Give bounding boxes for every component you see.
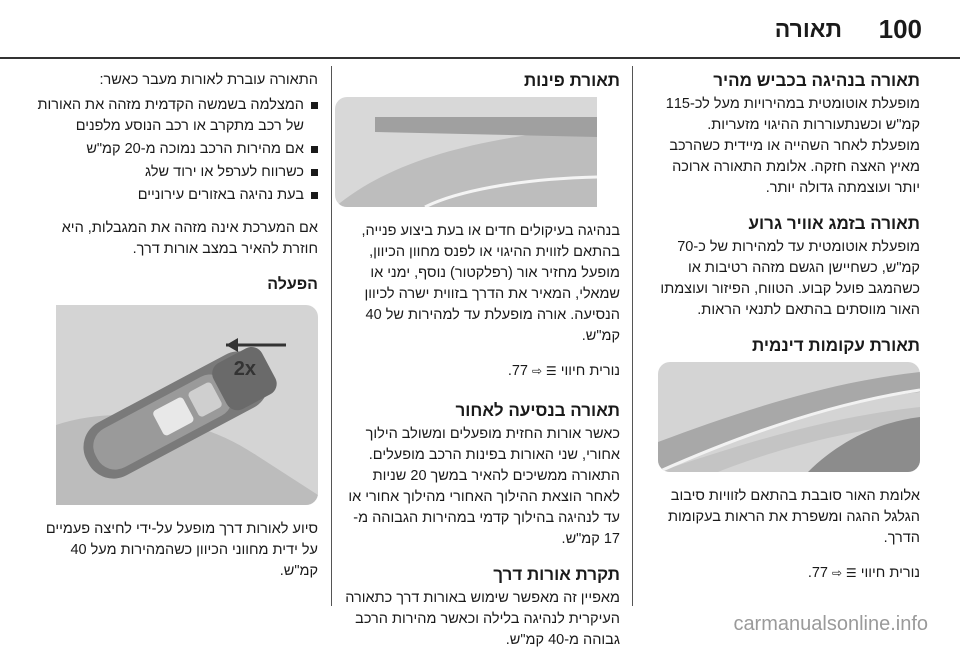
indicator-lamp-icon: ☰ ⇨ xyxy=(832,566,857,580)
lever-illustration xyxy=(36,305,318,505)
curve-light-illustration xyxy=(658,362,920,472)
condition-list xyxy=(36,95,318,206)
section-text: מופעלת אוטומטית עד למהירות של כ-70 קמ"ש, כשחיישן הגשם מזהה רטיבות או כשהמגב פועל קבוע. הטווח, הפיזור ועוצמתו האור מווסתים בהתאם לתנאי הראות. xyxy=(660,239,920,318)
reference-label: נורית חיווי xyxy=(860,565,920,581)
section-title: הפעלה xyxy=(267,276,318,293)
page-number: 100 xyxy=(878,14,922,44)
reference: נורית חיווי ☰ ⇨ 77. xyxy=(807,565,920,581)
reference-page: 77 xyxy=(811,565,828,581)
section-text: מופעלת אוטומטית במהירויות מעל לכ-115 קמ"ש וכשנתעוררות ההיגוי מזעריות. מופעלת לאחר השהייה או מיידית כשהרכב מאיץ האצה חזקה. אלומת התאורה ארוכה יותר ועוצמתה גדולה יותר. xyxy=(665,96,920,196)
column-middle xyxy=(335,70,620,665)
page-title: תאורה xyxy=(774,16,842,42)
section-text: מאפיין זה מאפשר שימוש באורות דרך כתאורה העיקרית לנהיגה בלילה וכאשר מהירות הרכב גבוהה מ-40 קמ"ש. xyxy=(345,590,620,648)
watermark: carmanualsonline.info xyxy=(733,613,928,635)
section-title: תאורה בנהיגה בכביש מהיר xyxy=(713,71,920,90)
indicator-lamp-icon: ☰ ⇨ xyxy=(532,364,557,378)
reference-label: נורית חיווי xyxy=(560,363,620,379)
section-text: אם המערכת אינה מזהה את המגבלות, היא חוזרת להאיר במצב אורות דרך. xyxy=(61,220,318,257)
list-item: כשרווח לערפל או ירוד שלג xyxy=(36,162,318,183)
reference-page: 77 xyxy=(511,363,528,379)
list-item: אם מהירות הרכב נמוכה מ-20 קמ"ש xyxy=(36,139,318,160)
illustration-caption: סיוע לאורות דרך מופעל על-ידי לחיצה פעמיים על ידית מחווני הכיוון כשהמהירות מעל 40 קמ"ש. xyxy=(45,521,318,579)
column-left xyxy=(36,70,318,596)
reference: נורית חיווי ☰ ⇨ 77. xyxy=(507,363,620,379)
press-twice-label: 2x xyxy=(233,358,256,380)
column-divider xyxy=(331,66,332,606)
header-rule xyxy=(0,57,960,59)
section-text: בנהיגה בעיקולים חדים או בעת ביצוע פנייה, בהתאם לזווית ההיגוי או לפנס מחוון הכיוון, מופעל מחזיר אור (רפלקטור) נוסף, ימני או שמאלי, המאיר את הדרך בזווית ישרה לכיוון הנסיעה. אורה מופעלת עד למהירות של 40 קמ"ש. xyxy=(361,223,620,344)
cornering-light-illustration xyxy=(335,97,620,207)
section-title: תקרת אורות דרך xyxy=(493,565,620,584)
section-title: תאורה בזמג אוויר גרוע xyxy=(748,214,920,233)
section-text: כאשר אורות החזית מופעלים ומשולב הילוך אחורי, שני האורות בפינות הרכב מופעלים. התאורה ממשיכים להאיר במשך 20 שניות לאחר הוצאת ההילוך האחורי מהילוך אחורי או עד לנהיגה בהילוך קדמי במהירות הגבוהה מ- 17 קמ"ש. xyxy=(348,426,620,547)
intro-text: התאורה עוברת לאורות מעבר כאשר: xyxy=(99,72,318,88)
section-title: תאורת פינות xyxy=(523,71,620,90)
column-divider xyxy=(632,66,633,606)
section-text: אלומת האור סובבת בהתאם לזוויות סיבוב הגלגל ההגה ומשפרת את הראות בעקומות הדרך. xyxy=(668,488,920,546)
column-right xyxy=(658,70,920,602)
list-item: בעת נהיגה באזורים עירוניים xyxy=(36,185,318,206)
page-header xyxy=(0,0,960,58)
section-title: תאורה בנסיעה לאחור xyxy=(455,401,620,420)
section-title: תאורת עקומות דינמית xyxy=(752,336,920,355)
list-item: המצלמה בשמשה הקדמית מזהה את האורות של רכב מתקרב או רכב הנוסע מלפנים xyxy=(36,95,318,137)
